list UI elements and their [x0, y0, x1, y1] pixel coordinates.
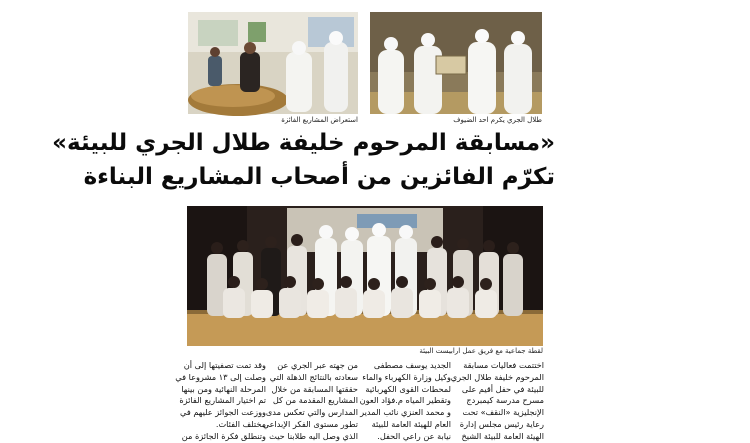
article-column-4: [175, 360, 266, 441]
article-line: المرحلة النهائية ومن بينها: [181, 383, 266, 394]
article-column-2: [359, 360, 451, 441]
honoring-caption: طلال الجري يكرم احد الضيوف: [453, 116, 542, 124]
article-line: ووزعت الجوائز عليهم في: [180, 407, 266, 418]
article-line: الإنجليزية «النقف» تحت: [462, 407, 544, 418]
article-line: نيابة عن راعي الحفل.: [377, 430, 451, 441]
article-line: الذي وصل اليه طلابنا حيث: [269, 430, 358, 441]
article-line: وتنطلق فكرة الجائزة من: [181, 430, 266, 441]
headline-line-2: تكرّم الفائزين من أصحاب المشاريع البناءة: [83, 164, 555, 190]
article-column-1: [450, 360, 544, 441]
honoring-photo-image: [370, 12, 542, 114]
article-line: المشاريع المقدمة من كل: [272, 395, 358, 406]
group-photo-image: [187, 206, 543, 346]
article-column-3: [262, 360, 358, 441]
article-line: الهيئة العامة للبيئة الشيخ: [461, 430, 544, 441]
article-line: مختلف الفئات.: [215, 418, 266, 429]
article-line: تطور مستوى الفكر الإبداعي: [262, 418, 358, 429]
exhibition-photo: [188, 12, 358, 114]
article-line: وتقطير المياه م.فؤاد العون: [359, 395, 451, 406]
article-line: وكيل وزارة الكهرباء والماء: [362, 371, 451, 382]
article-line: و محمد العنزي نائب المدير: [360, 407, 451, 418]
headline-line-1: «مسابقة المرحوم خليفة طلال الجري للبيئة»: [52, 130, 555, 156]
article-line: سعادته بالنتائج الذهلة التي: [269, 371, 358, 382]
article-line: حققتها المسابقة من خلال: [271, 383, 358, 394]
article-line: من جهته عبر الجري عن: [277, 360, 358, 370]
exhibition-photo-image: [188, 12, 358, 114]
article-line: العام للهيئة العامة للبيئة: [371, 418, 451, 429]
article-line: الجديد يوسف مصطفى: [373, 360, 451, 370]
exhibition-caption: استعراض المشاريع الفائزة: [281, 116, 358, 124]
group-photo: [187, 206, 543, 346]
honoring-photo: [370, 12, 542, 114]
article-line: المرحوم خليفة طلال الجري: [450, 371, 544, 382]
article-line: لمحطات القوى الكهربائية: [365, 383, 451, 394]
article-line: اختتمت فعاليات مسابقة: [463, 360, 544, 370]
group-caption: لقطة جماعية مع فريق عمل ارابيست البيئة: [419, 347, 543, 355]
article-line: وقد تمت تصفيتها إلى أن: [183, 360, 266, 370]
article-line: مسرح مدرسة كيمبردج: [466, 395, 544, 406]
article-line: تم اختيار المشاريع الفائزة: [179, 395, 266, 406]
article-line: رعاية رئيس مجلس إدارة: [459, 418, 544, 429]
article-line: المدارس والتي تعكس مدى: [265, 407, 358, 418]
article-line: للبيئة في حفل أقيم على: [461, 383, 544, 394]
article-line: وصلت إلى ١٣ مشروعا في: [175, 371, 266, 382]
